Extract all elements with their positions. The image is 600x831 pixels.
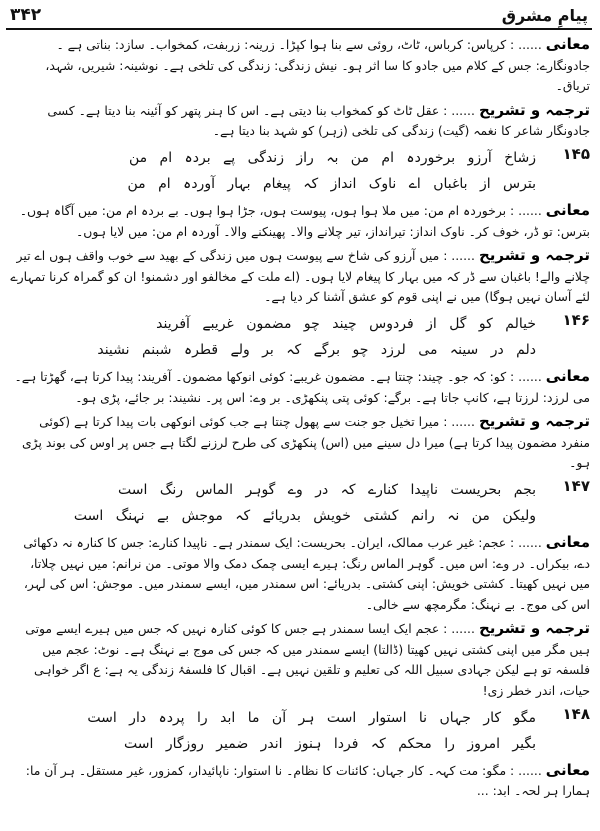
paragraph-text: ...... : عجم ایک ایسا سمندر ہے جس کا کوئی کنارہ نہیں کہ جس میں ہیرے ایسے موتی ہیں مگر میں اپنی کشتی نہیں کھیتا (ڈالتا) ایسے سمندر میں کہ جس کی موج بے نہنگ ہے۔ نوٹ: عجم میں فلسفہ تو ہے لیکن جہادی سبیل اللہ کی تعلیم و تلقین نہیں ہے۔ اقبال کا فلسفۂ زندگی یہ ہے: ع اگر خواہی حیات، اندر خطر زی! — [25, 621, 590, 699]
verse-number: ۱۴۸ — [562, 704, 590, 723]
commentary-paragraph — [10, 618, 590, 701]
section-label: ترجمہ و تشریح — [478, 246, 590, 265]
verse-line: بترس از باغباں اے ناوک انداز کہ پیغام بہار آوردہ ام من — [127, 175, 536, 192]
paragraph-text: ...... : کو: کہ جو۔ چیند: چنتا ہے۔ مضمون غریبے: کوئی انوکھا مضمون۔ آفریند: پیدا کرتا ہے، گھڑتا ہے۔ می لرزد: لرزتا ہے، کانپ جاتا ہے۔ برگے: کوئی پتی پنکھڑی۔ بر وے: اس پر۔ نشیند: بر جائے، پڑی ہو۔ — [14, 368, 590, 405]
page-content — [10, 34, 590, 829]
page-number: ۳۴۲ — [10, 5, 42, 25]
commentary-paragraph — [10, 100, 590, 142]
paragraph-text: ...... : مگو: مت کہہ۔ کار جہاں: کائنات کا نظام۔ نا استوار: ناپائیدار، کمزور، غیر مستقل۔ ہر آن ما: ہمارا ہر لحہ۔ ابد: ... — [25, 762, 590, 799]
commentary-paragraph — [10, 200, 590, 242]
verse-block — [10, 145, 590, 197]
commentary-paragraph — [10, 245, 590, 308]
section-label: معانی — [545, 35, 590, 53]
verse-line: زشاخ آرزو برخوردہ ام من بہ راز زندگی پے بردہ ام من — [128, 149, 536, 166]
paragraph-text: ...... : میرا تخیل جو جنت سے پھول چنتا ہے جب کوئی انوکھی بات پیدا کرتا ہے (کوئی منفرد مضمون پیدا کرتا ہے) میرا دل سینے میں (اس) پنکھڑی کی طرح لرزنے لگتا ہے جس پر اوس کی بوند پڑی ہو۔ — [21, 414, 590, 471]
paragraph-text: ...... : کرپاس: کرباس، ٹاٹ، روئی سے بنا ہوا کپڑا۔ زرینہ: زربفت، کمخواب۔ سازد: بناتی ہے ۔ جادونگارے: جس کے کلام میں جادو کا سا اثر ہو۔ نیش زندگی: زندگی کی تلخی ہے۔ نوشینہ: شیریں، شہد، تریاق۔ — [45, 37, 590, 94]
verse-number: ۱۴۷ — [562, 476, 590, 495]
commentary-paragraph — [10, 532, 590, 615]
paragraph-text: ...... : عجم: غیر عرب ممالک، ایران۔ بحریست: ایک سمندر ہے۔ ناپیدا کنارے: جس کا کنارہ نہ دکھائی دے، بیکراں۔ در وے: اس میں۔ گوہر الماس رنگ: ہیرے ایسی چمک دمک والا موتی۔ من نرانم: میں نہیں چلاتا، میں نہیں کھیتا۔ کشتی خویش: اپنی کشتی۔ بدریائے: اس سمندر میں، ایسے سمندر میں۔ موجش: اس کی لہر، اس کی موج۔ بے نہنگ: مگرمچھ سے خالی۔ — [23, 534, 590, 612]
verse-line: ولیکن من نہ رانم کشتی خویش بدریائے کہ موجش بے نہنگ است — [73, 507, 536, 524]
section-label: ترجمہ و تشریح — [478, 619, 590, 638]
section-label: معانی — [545, 366, 590, 385]
verse-line: بگیر امروز را محکم کہ فردا ہنوز اندر ضمیر روزگار است — [124, 735, 536, 752]
paragraph-text: ...... : میں آرزو کی شاخ سے پیوست ہوں میں زندگی کے بھید سے خوب واقف ہوں اے تیر چلانے والے! باغبان سے ڈر کہ میں بہار کا پیغام لایا ہوں۔ (اے ملت کے مخالفو اور دشمنو! ان کو گمراہ کرنا تمہارے لئے آسان نہیں ہوگا) میں نے اپنی قوم کو عشق آشنا کر دیا ہے۔ — [10, 248, 590, 305]
verse-block — [10, 477, 590, 529]
verse-line: بجم بحریست ناپیدا کنارے کہ در وے گوہر الماس رنگ است — [118, 481, 536, 498]
commentary-paragraph — [10, 366, 590, 408]
verse-line: خیالم کو گل از فردوس چیند چو مضمون غریبے آفریند — [156, 315, 536, 332]
section-label: معانی — [545, 200, 590, 219]
running-title: پیامِ مشرق — [501, 5, 588, 25]
section-label: معانی — [545, 760, 590, 779]
commentary-paragraph — [10, 411, 590, 474]
verse-line: دلم در سینہ می لرزد چو برگے کہ بر ولے قطرہ شبنم نشیند — [97, 341, 536, 358]
commentary-paragraph — [10, 34, 590, 97]
section-label: معانی — [545, 532, 590, 551]
paragraph-text: ...... : عقل ٹاٹ کو کمخواب بنا دیتی ہے۔ اس کا ہنر پتھر کو آئینہ بنا دیتا ہے۔ کسی جادونگار شاعر کا نغمہ (گیت) زندگی کی تلخی (زہر) کو شہد بنا دیتا ہے۔ — [47, 102, 590, 139]
verse-number: ۱۴۶ — [562, 310, 590, 329]
verse-block — [10, 311, 590, 363]
verse-line: مگو کار جہاں نا استوار است ہر آن ما ابد را پردہ دار است — [87, 709, 536, 726]
section-label: ترجمہ و تشریح — [478, 100, 590, 119]
commentary-paragraph — [10, 760, 590, 802]
verse-block — [10, 705, 590, 757]
page-header — [6, 2, 592, 30]
section-label: ترجمہ و تشریح — [478, 412, 590, 431]
verse-number: ۱۴۵ — [562, 144, 590, 163]
paragraph-text: ...... : برخوردہ ام من: میں ملا ہوا ہوں، پیوست ہوں، جڑا ہوا ہوں۔ بے بردہ ام من: میں آگاہ ہوں۔ بترس: تو ڈر، خوف کر۔ ناوک انداز: تیرانداز، تیر چلانے والا۔ پھینکنے والا۔ آوردہ ام من: میں لایا ہوں۔ — [19, 202, 590, 239]
